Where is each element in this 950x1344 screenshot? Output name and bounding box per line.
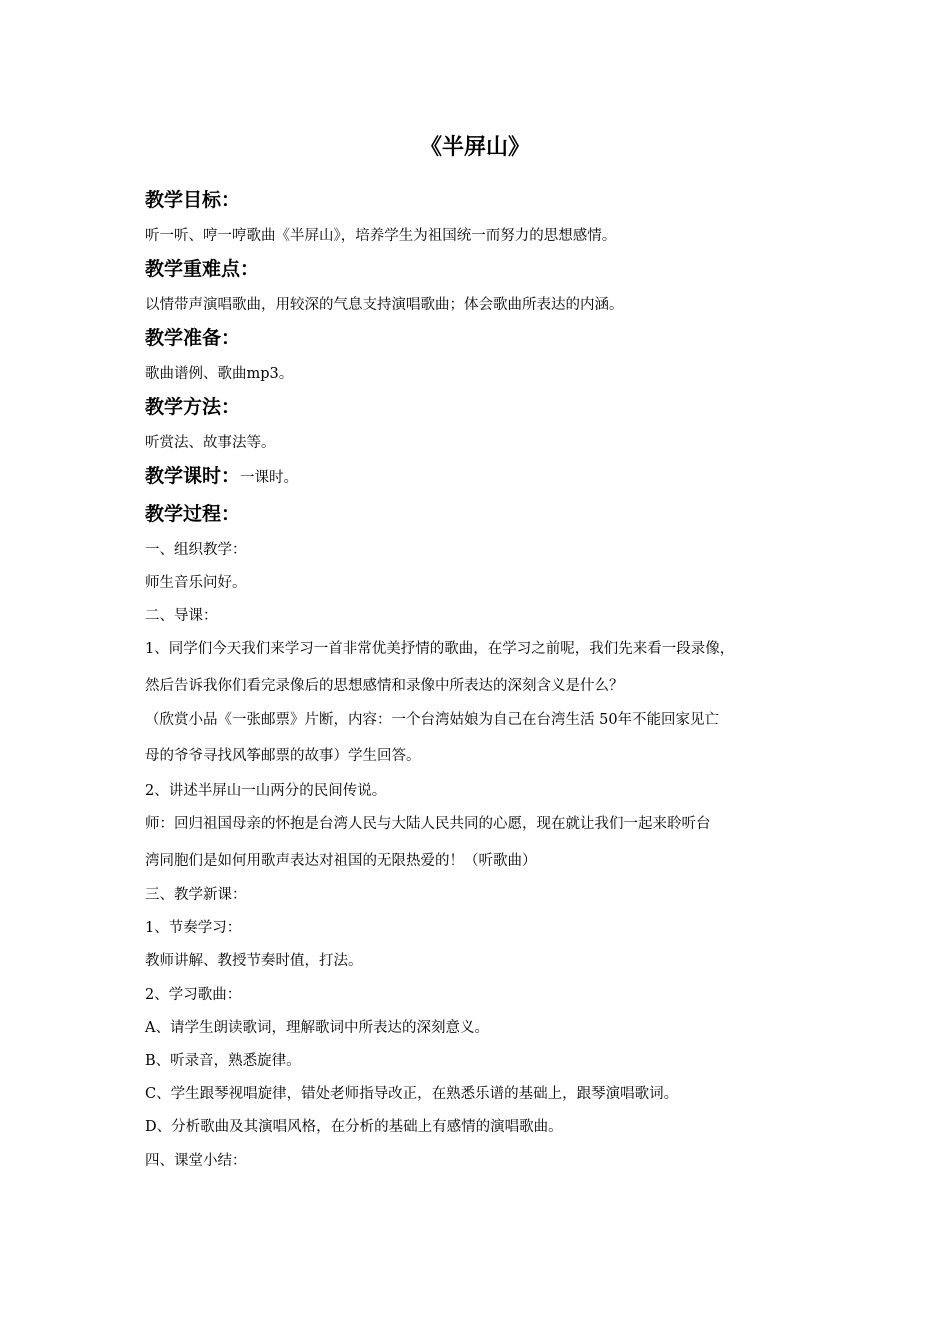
process-line: 师生音乐问好。 bbox=[145, 575, 247, 591]
heading-key-points: 教学重难点： bbox=[145, 258, 260, 280]
process-line: 教师讲解、教授节奏时值，打法。 bbox=[145, 953, 363, 969]
document-title: 《半屏山》 bbox=[419, 135, 530, 160]
process-line: A、请学生朗读歌词，理解歌词中所表达的深刻意义。 bbox=[145, 1020, 489, 1036]
heading-hours bbox=[145, 462, 298, 492]
process-line: D、分析歌曲及其演唱风格，在分析的基础上有感情的演唱歌曲。 bbox=[145, 1119, 563, 1135]
heading-process: 教学过程： bbox=[145, 503, 241, 525]
process-line: 师：回归祖国母亲的怀抱是台湾人民与大陆人民共同的心愿，现在就让我们一起来聆听台 bbox=[145, 816, 711, 832]
process-line: 2、学习歌曲： bbox=[145, 987, 242, 1003]
text-preparation: 歌曲谱例、歌曲mp3。 bbox=[145, 366, 294, 382]
process-line: 一、组织教学： bbox=[145, 542, 247, 558]
process-line: 母的爷爷寻找风筝邮票的故事）学生回答。 bbox=[145, 748, 421, 764]
text-hours: 一课时。 bbox=[240, 470, 299, 486]
text-key-points: 以情带声演唱歌曲，用较深的气息支持演唱歌曲；体会歌曲所表达的内涵。 bbox=[145, 297, 624, 313]
process-line: 2、讲述半屏山一山两分的民间传说。 bbox=[145, 783, 387, 799]
process-line: C、学生跟琴视唱旋律，错处老师指导改正，在熟悉乐谱的基础上，跟琴演唱歌词。 bbox=[145, 1086, 679, 1102]
text-method: 听赏法、故事法等。 bbox=[145, 435, 276, 451]
process-line: 1、节奏学习： bbox=[145, 920, 242, 936]
process-line: 四、课堂小结： bbox=[145, 1153, 247, 1169]
process-line: 三、教学新课： bbox=[145, 887, 247, 903]
process-line: B、听录音，熟悉旋律。 bbox=[145, 1053, 301, 1069]
process-line: （欣赏小品《一张邮票》片断，内容：一个台湾姑娘为自己在台湾生活 50年不能回家见亡 bbox=[145, 712, 720, 728]
heading-objective: 教学目标： bbox=[145, 189, 241, 211]
process-line: 二、导课： bbox=[145, 608, 218, 624]
text-objective: 听一听、哼一哼歌曲《半屏山》，培养学生为祖国统一而努力的思想感情。 bbox=[145, 228, 617, 244]
process-line: 1、同学们今天我们来学习一首非常优美抒情的歌曲，在学习之前呢，我们先来看一段录像， bbox=[145, 641, 735, 657]
process-line: 然后告诉我你们看完录像后的思想感情和录像中所表达的深刻含义是什么？ bbox=[145, 678, 624, 694]
process-line: 湾同胞们是如何用歌声表达对祖国的无限热爱的！（听歌曲） bbox=[145, 853, 537, 869]
heading-method: 教学方法： bbox=[145, 396, 241, 418]
heading-preparation: 教学准备： bbox=[145, 327, 241, 349]
heading-hours-label: 教学课时： bbox=[145, 465, 241, 487]
